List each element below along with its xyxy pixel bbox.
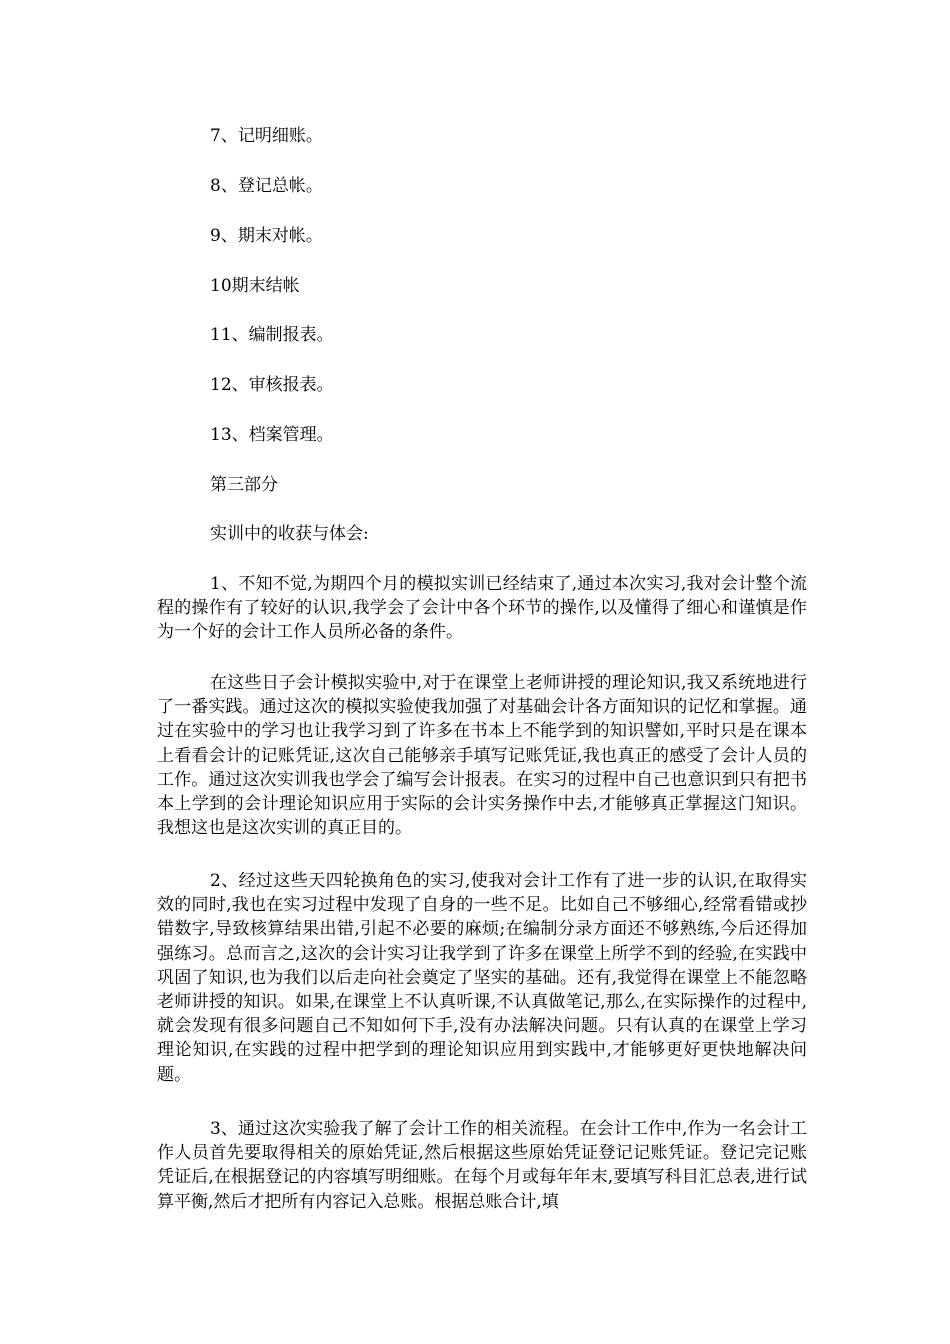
paragraph-4: 3、通过这次实验我了解了会计工作的相关流程。在会计工作中,作为一名会计工作人员首先要取得相关的原始凭证,然后根据这些原始凭证登记记账凭证。登记完记账凭证后,在根据登记的内容填写明细账。在每个月或每年年末,要填写科目汇总表,进行试算平衡,然后才把所有内容记入总账。根据总账合计,填 [157, 1119, 807, 1212]
paragraph-1: 1、不知不觉,为期四个月的模拟实训已经结束了,通过本次实习,我对会计整个流程的操作有了较好的认识,我学会了会计中各个环节的操作,以及懂得了细心和谨慎是作为一个好的会计工作人员所必备的条件。 [157, 574, 807, 643]
list-item-8: 8、登记总帐。 [210, 176, 323, 196]
list-item-12: 12、审核报表。 [210, 375, 334, 395]
paragraph-2: 在这些日子会计模拟实验中,对于在课堂上老师讲授的理论知识,我又系统地进行了一番实践。通过这次的模拟实验使我加强了对基础会计各方面知识的记忆和掌握。通过在实验中的学习也让我学习到了许多在书本上不能学到的知识譬如,平时只是在课本上看看会计的记账凭证,这次自己能够亲手填写记账凭证,我也真正的感受了会计人员的工作。通过这次实训我也学会了编写会计报表。在实习的过程中自己也意识到只有把书本上学到的会计理论知识应用于实际的会计实务操作中去,才能够真正掌握这门知识。我想这也是这次实训的真正目的。 [157, 673, 807, 839]
section-title: 第三部分 [210, 475, 278, 495]
list-item-13: 13、档案管理。 [210, 425, 334, 445]
list-item-10: 10期末结帐 [210, 276, 300, 296]
list-item-9: 9、期末对帐。 [210, 226, 323, 246]
section-subtitle: 实训中的收获与体会: [210, 524, 369, 544]
list-item-11: 11、编制报表。 [210, 325, 334, 345]
paragraph-3: 2、经过这些天四轮换角色的实习,使我对会计工作有了进一步的认识,在取得实效的同时,我也在实习过程中发现了自身的一些不足。比如自己不够细心,经常看错或抄错数字,导致核算结果出错,引起不必要的麻烦;在编制分录方面还不够熟练,今后还得加强练习。总而言之,这次的会计实习让我学到了许多在课堂上所学不到的经验,在实践中巩固了知识,也为我们以后走向社会奠定了坚实的基础。还有,我觉得在课堂上不能忽略老师讲授的知识。如果,在课堂上不认真听课,不认真做笔记,那么,在实际操作的过程中,就会发现有很多问题自己不知如何下手,没有办法解决问题。只有认真的在课堂上学习理论知识,在实践的过程中把学到的理论知识应用到实践中,才能够更好更快地解决问题。 [157, 871, 807, 1085]
list-item-7: 7、记明细账。 [210, 126, 323, 146]
